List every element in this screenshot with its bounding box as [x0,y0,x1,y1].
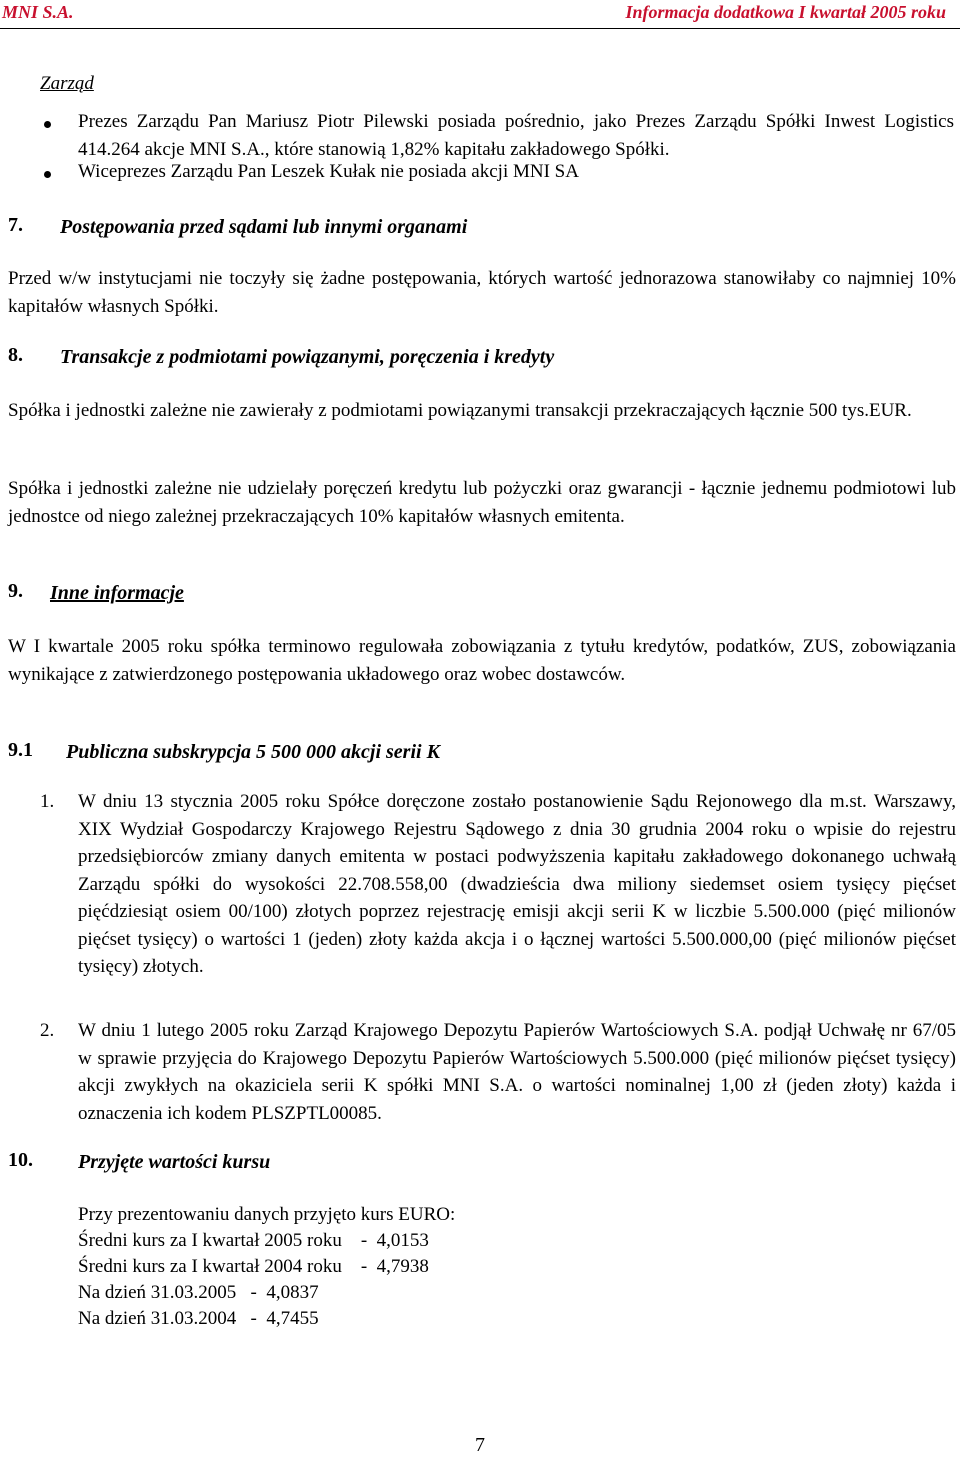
section-9-1-item-2: W dniu 1 lutego 2005 roku Zarząd Krajowego Depozytu Papierów Wartościowych S.A. podjął Uchwałę nr 67/05 w sprawie przyjęcia do Krajowego Depozytu Papierów Wartościowych 5.500.000 (pięć milionów pięćset tysięcy) akcji zwykłych na okaziciela serii K spółki MNI S.A. o wartości nominalnej 1,00 zł (jeden złoty) każda i oznaczenia ich kodem PLSZPTL00085. [78,1020,956,1124]
rate-row-4: Na dzień 31.03.2004 - 4,7455 [78,1308,319,1329]
section-8-text-2: Spółka i jednostki zależne nie udzielały poręczeń kredytu lub pożyczki oraz gwarancji - łącznie jednemu podmiotowi lub jednostce od niego zależnej przekraczających 10% kapitałów własnych emitenta. [8,478,956,527]
section-10-number: 10. [8,1149,33,1171]
section-9-title: Inne informacje [50,582,184,604]
section-10-intro: Przy prezentowaniu danych przyjęto kurs EURO: [78,1204,456,1225]
bullet-icon [44,171,51,178]
zarzad-item-1: Prezes Zarządu Pan Mariusz Piotr Pilewski posiada pośrednio, jako Prezes Zarządu Spółki Inwest Logistics 414.264 akcje MNI S.A., które stanowią 1,82% kapitału zakładowego Spółki. [78,111,954,160]
rate-row-3: Na dzień 31.03.2005 - 4,0837 [78,1282,319,1303]
list-marker: 1. [40,791,55,812]
rate-row-2: Średni kurs za I kwartał 2004 roku - 4,7938 [78,1256,429,1277]
section-8-text-1: Spółka i jednostki zależne nie zawierały z podmiotami powiązanymi transakcji przekraczających łącznie 500 tys.EUR. [8,400,912,421]
page-header [0,0,960,29]
zarzad-item-2: Wiceprezes Zarządu Pan Leszek Kułak nie posiada akcji MNI SA [78,161,579,182]
section-7-text: Przed w/w instytucjami nie toczyły się żadne postępowania, których wartość jednorazowa stanowiłaby co najmniej 10% kapitałów własnych Spółki. [8,268,956,317]
bullet-icon [44,121,51,128]
section-8-title: Transakcje z podmiotami powiązanymi, poręczenia i kredyty [60,346,555,368]
page-number: 7 [475,1434,485,1456]
section-9-text: W I kwartale 2005 roku spółka terminowo regulowała zobowiązania z tytułu kredytów, podatków, ZUS, zobowiązania wynikające z zatwierdzonego postępowania układowego oraz wobec dostawców. [8,636,956,685]
section-9-number: 9. [8,580,23,602]
section-9-1-title: Publiczna subskrypcja 5 500 000 akcji serii K [66,741,440,763]
section-9-1-item-1: W dniu 13 stycznia 2005 roku Spółce doręczone zostało postanowienie Sądu Rejonowego dla m.st. Warszawy, XIX Wydział Gospodarczy Krajowego Rejestru Sądowego z dnia 30 grudnia 2004 roku o wpisie do rejestru przedsiębiorców zmiany danych emitenta w postaci podwyższenia kapitału zakładowego dokonanego uchwałą Zarządu spółki do wysokości 22.708.558,00 (dwadzieścia dwa miliony siedemset osiem tysięcy pięćset pięćdziesiąt osiem 00/100) złotych poprzez rejestrację emisji akcji serii K w liczbie 5.500.000 (pięć milionów pięćset tysięcy) o wartości 1 (jeden) złoty każda akcja i o łącznej wartości 5.500.000,00 (pięć milionów pięćset tysięcy) złotych. [78,791,956,977]
section-7-number: 7. [8,214,23,236]
section-8-number: 8. [8,344,23,366]
header-doc-title: Informacja dodatkowa I kwartał 2005 roku [625,2,946,22]
section-9-1-number: 9.1 [8,739,33,761]
rate-row-1: Średni kurs za I kwartał 2005 roku - 4,0153 [78,1230,429,1251]
section-7-title: Postępowania przed sądami lub innymi organami [60,216,468,238]
list-marker: 2. [40,1020,55,1041]
section-10-title: Przyjęte wartości kursu [78,1151,271,1173]
zarzad-heading: Zarząd [40,73,94,94]
header-company: MNI S.A. [2,2,74,22]
